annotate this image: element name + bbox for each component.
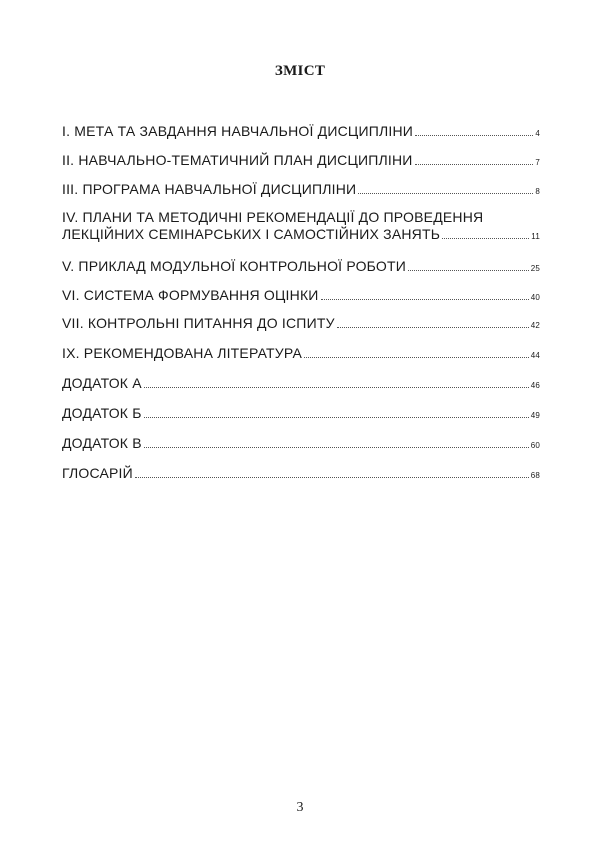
- toc-entry-page: 7: [535, 158, 540, 167]
- toc-entry-page: 44: [530, 351, 540, 360]
- toc-entry-page: 49: [530, 411, 540, 420]
- toc-entry-title: II. НАВЧАЛЬНО-ТЕМАТИЧНИЙ ПЛАН ДИСЦИПЛІНИ: [62, 152, 413, 168]
- toc-entry-page: 46: [530, 381, 540, 390]
- toc-entry-title: VII. КОНТРОЛЬНІ ПИТАННЯ ДО ІСПИТУ: [62, 315, 335, 331]
- toc-entry-title: IX. РЕКОМЕНДОВАНА ЛІТЕРАТУРА: [62, 345, 302, 361]
- toc-entry-page: 8: [535, 187, 540, 196]
- dot-leader: [337, 327, 529, 328]
- toc-entry-title: VI. СИСТЕМА ФОРМУВАННЯ ОЦІНКИ: [62, 287, 319, 303]
- toc-entry-title: ГЛОСАРІЙ: [62, 465, 133, 481]
- dot-leader: [144, 417, 529, 418]
- toc-entry-title: ДОДАТОК Б: [62, 405, 142, 421]
- dot-leader: [135, 477, 529, 478]
- toc-entry-title: III. ПРОГРАМА НАВЧАЛЬНОЇ ДИСЦИПЛІНИ: [62, 181, 357, 197]
- dot-leader: [144, 387, 529, 388]
- toc-entry-title: I. МЕТА ТА ЗАВДАННЯ НАВЧАЛЬНОЇ ДИСЦИПЛІНИ: [62, 123, 414, 139]
- toc-entry[interactable]: [62, 315, 540, 334]
- toc-entry-title: V. ПРИКЛАД МОДУЛЬНОЇ КОНТРОЛЬНОЇ РОБОТИ: [62, 258, 406, 274]
- toc-entry-page: 42: [530, 321, 540, 330]
- page-number: 3: [296, 800, 304, 815]
- toc-entry-page: 60: [530, 441, 540, 450]
- dot-leader: [304, 357, 529, 358]
- toc-entry[interactable]: [62, 345, 540, 364]
- dot-leader: [321, 299, 529, 300]
- dot-leader: [144, 447, 529, 448]
- toc-entry-title-continued: ЛЕКЦІЙНИХ СЕМІНАРСЬКИХ І САМОСТІЙНИХ ЗАНЯТЬ: [62, 226, 441, 242]
- toc-entry-page: 40: [530, 293, 540, 302]
- toc-entry[interactable]: [62, 287, 540, 306]
- toc-entry-page: 25: [530, 264, 540, 273]
- toc-title: ЗМІСТ: [274, 63, 326, 79]
- toc-entry-title: IV. ПЛАНИ ТА МЕТОДИЧНІ РЕКОМЕНДАЦІЇ ДО ПРОВЕДЕННЯ: [62, 209, 484, 225]
- dot-leader: [415, 135, 533, 136]
- toc-entry[interactable]: [62, 465, 540, 484]
- toc-entry[interactable]: [62, 123, 540, 142]
- toc-entry-title: ДОДАТОК В: [62, 435, 142, 451]
- toc-entry[interactable]: [62, 258, 540, 277]
- toc-entry-title: ДОДАТОК А: [62, 375, 142, 391]
- toc-entry[interactable]: [62, 181, 540, 200]
- dot-leader: [415, 164, 534, 165]
- toc-entry[interactable]: [62, 209, 540, 245]
- toc-entry-page: 68: [530, 471, 540, 480]
- toc-entry-page: 11: [531, 232, 540, 241]
- toc-entry[interactable]: [62, 405, 540, 424]
- toc-entry[interactable]: [62, 435, 540, 454]
- toc-entry[interactable]: [62, 152, 540, 171]
- dot-leader: [442, 238, 529, 239]
- dot-leader: [408, 270, 529, 271]
- toc-entry[interactable]: [62, 375, 540, 394]
- dot-leader: [358, 193, 533, 194]
- toc-entry-page: 4: [535, 129, 540, 138]
